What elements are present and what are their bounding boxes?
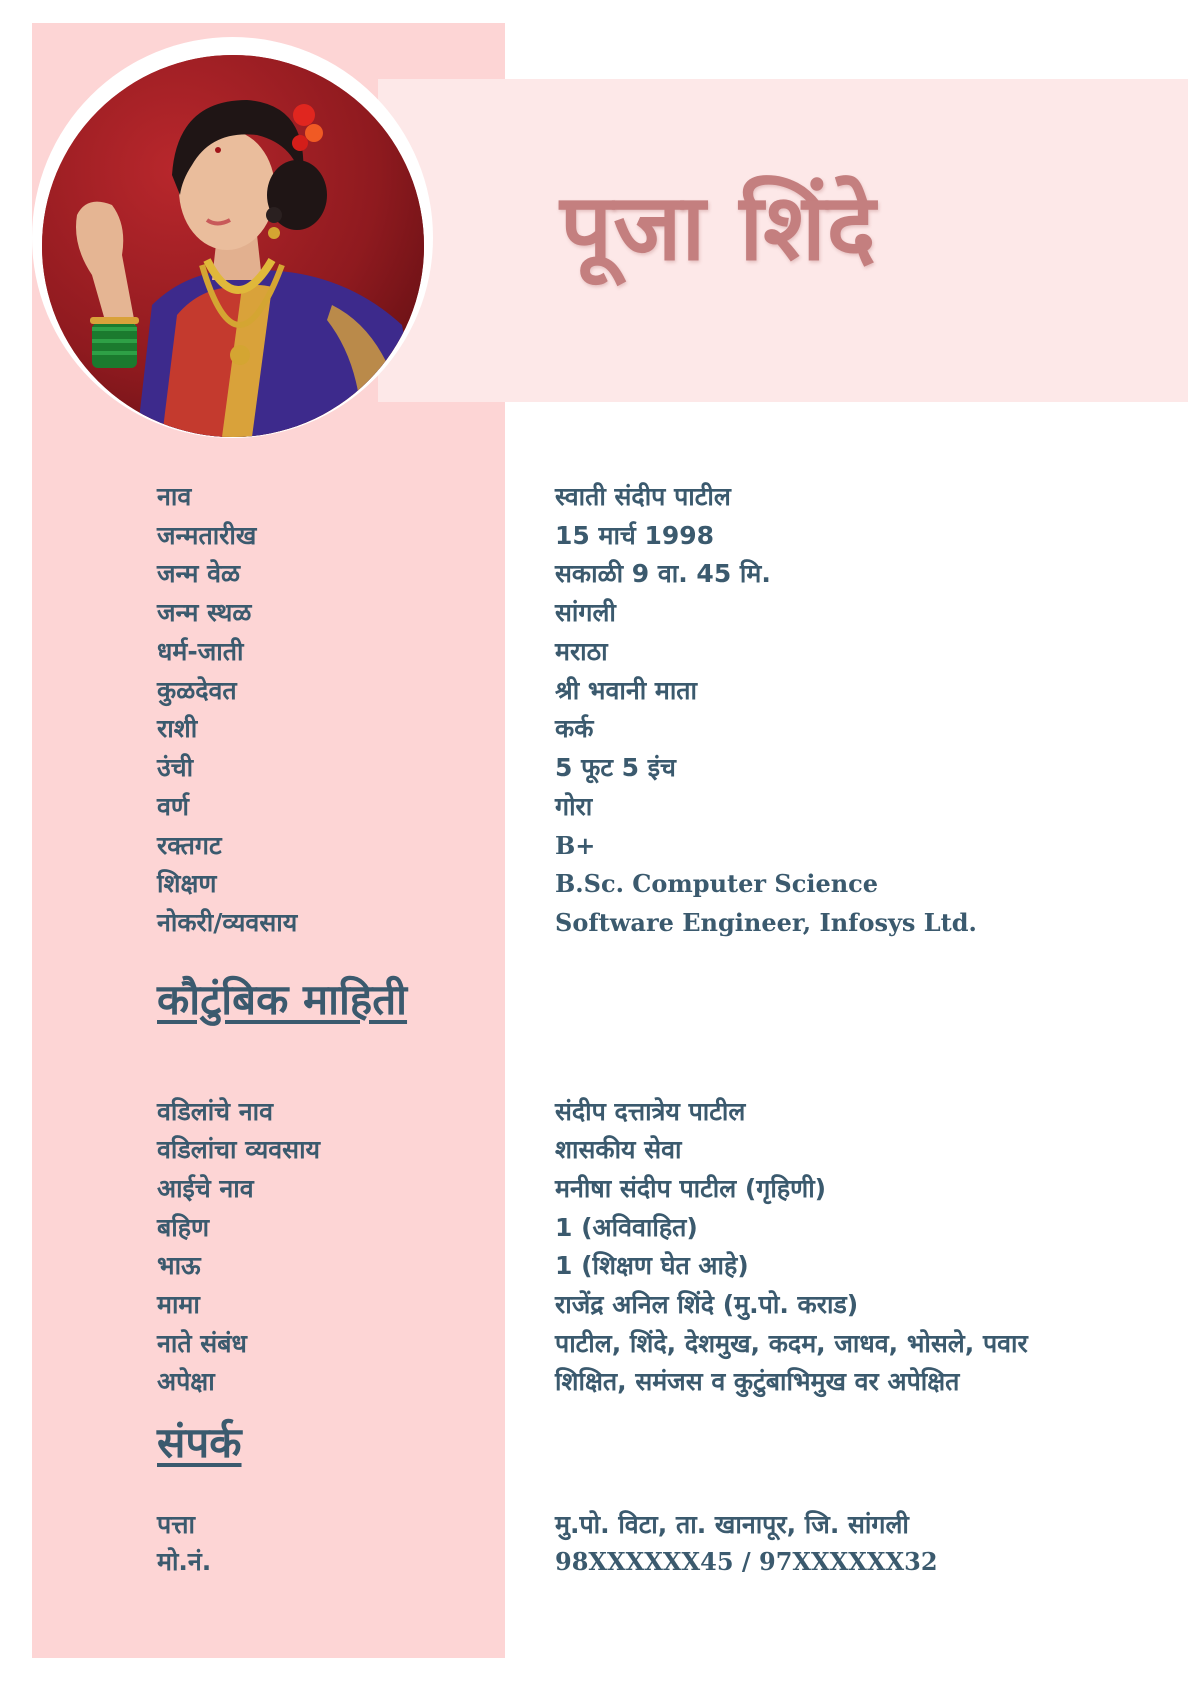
profile-photo — [42, 55, 424, 437]
label-occupation: नोकरी/व्यवसाय — [157, 908, 298, 937]
value-occupation: Software Engineer, Infosys Ltd. — [555, 908, 977, 937]
label-religion-caste: धर्म-जाती — [157, 637, 244, 666]
contact-heading: संपर्क — [157, 1418, 242, 1467]
value-father-name: संदीप दत्तात्रेय पाटील — [555, 1097, 746, 1126]
value-birth-time: सकाळी 9 वा. 45 मि. — [555, 559, 771, 588]
value-birth-place: सांगली — [555, 598, 616, 627]
label-education: शिक्षण — [157, 869, 217, 898]
value-name: स्वाती संदीप पाटील — [555, 482, 731, 511]
value-mother-name: मनीषा संदीप पाटील (गृहिणी) — [555, 1174, 827, 1203]
label-zodiac: राशी — [157, 714, 198, 743]
value-sister: 1 (अविवाहित) — [555, 1213, 698, 1242]
label-birth-date: जन्मतारीख — [157, 521, 257, 550]
label-mobile: मो.नं. — [157, 1547, 212, 1576]
value-brother: 1 (शिक्षण घेत आहे) — [555, 1251, 749, 1280]
label-address: पत्ता — [157, 1510, 195, 1539]
label-father-name: वडिलांचे नाव — [157, 1097, 274, 1126]
value-blood-group: B+ — [555, 831, 596, 860]
value-relatives: पाटील, शिंदे, देशमुख, कदम, जाधव, भोसले, पवार — [555, 1329, 1028, 1358]
profile-name-title: पूजा शिंदे — [560, 174, 877, 281]
value-family-deity: श्री भवानी माता — [555, 676, 698, 705]
label-maternal-uncle: मामा — [157, 1290, 200, 1319]
family-info-heading: कौटुंबिक माहिती — [157, 975, 408, 1024]
label-complexion: वर्ण — [157, 792, 189, 821]
value-address: मु.पो. विटा, ता. खानापूर, जि. सांगली — [555, 1510, 909, 1539]
value-mobile: 98XXXXXX45 / 97XXXXXX32 — [555, 1547, 938, 1576]
label-relatives: नाते संबंध — [157, 1329, 247, 1358]
label-blood-group: रक्तगट — [157, 831, 222, 860]
label-sister: बहिण — [157, 1213, 210, 1242]
value-religion-caste: मराठा — [555, 637, 608, 666]
label-birth-time: जन्म वेळ — [157, 559, 241, 588]
portrait-illustration — [42, 55, 424, 437]
label-father-occupation: वडिलांचा व्यवसाय — [157, 1135, 321, 1164]
label-birth-place: जन्म स्थळ — [157, 598, 252, 627]
label-brother: भाऊ — [157, 1251, 201, 1280]
label-mother-name: आईचे नाव — [157, 1174, 254, 1203]
value-maternal-uncle: राजेंद्र अनिल शिंदे (मु.पो. कराड) — [555, 1290, 859, 1319]
value-zodiac: कर्क — [555, 714, 594, 743]
value-birth-date: 15 मार्च 1998 — [555, 521, 715, 550]
label-family-deity: कुळदेवत — [157, 676, 237, 705]
label-name: नाव — [157, 482, 192, 511]
value-education: B.Sc. Computer Science — [555, 869, 879, 898]
value-expectations: शिक्षित, समंजस व कुटुंबाभिमुख वर अपेक्षित — [555, 1367, 960, 1396]
value-father-occupation: शासकीय सेवा — [555, 1135, 682, 1164]
label-expectations: अपेक्षा — [157, 1367, 215, 1396]
label-height: उंची — [157, 753, 194, 782]
value-complexion: गोरा — [555, 792, 593, 821]
value-height: 5 फूट 5 इंच — [555, 753, 676, 782]
